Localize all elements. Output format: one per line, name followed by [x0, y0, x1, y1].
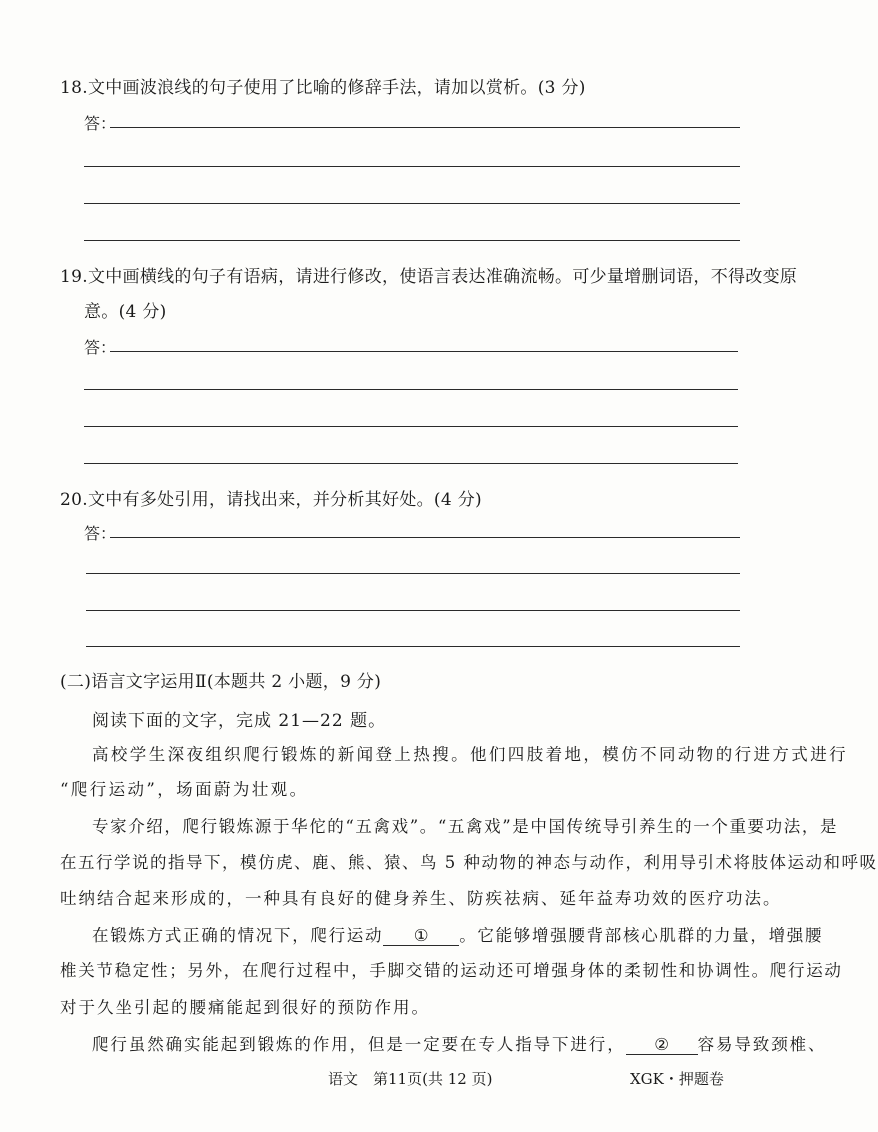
answer-label: 答：	[84, 114, 117, 133]
passage-text: 。它能够增强腰背部核心肌群的力量，增强腰	[459, 926, 824, 945]
passage-line: 吐纳结合起来形成的，一种具有良好的健身养生、防疾祛病、延年益寿功效的医疗功法。	[60, 889, 782, 908]
answer-line[interactable]	[86, 573, 740, 574]
passage-text: 爬行虽然确实能起到锻炼的作用，但是一定要在专人指导下进行，	[92, 1035, 626, 1054]
answer-label: 答：	[84, 524, 117, 543]
answer-line[interactable]	[84, 203, 740, 204]
passage-line-with-blank	[92, 1031, 826, 1055]
answer-line[interactable]	[110, 351, 738, 352]
passage-line: 对于久坐引起的腰痛能起到很好的预防作用。	[60, 998, 430, 1017]
passage-line: 专家介绍，爬行锻炼源于华佗的“五禽戏”。“五禽戏”是中国传统导引养生的一个重要功法，是	[92, 817, 839, 836]
question-19-continued: 意。(4 分)	[84, 302, 167, 322]
passage-line: 椎关节稳定性；另外，在爬行过程中，手脚交错的运动还可增强身体的柔韧性和协调性。爬行运动	[60, 961, 843, 980]
answer-line[interactable]	[86, 646, 740, 647]
passage-text: 容易导致颈椎、	[697, 1035, 827, 1054]
exam-label: XGK・押题卷	[630, 1070, 724, 1088]
page-number: 语文 第11页(共 12 页)	[328, 1070, 493, 1088]
answer-label: 答：	[84, 338, 117, 357]
question-number: 20.	[60, 490, 88, 510]
passage-text: 在锻炼方式正确的情况下，爬行运动	[92, 926, 384, 945]
question-number: 19.	[60, 267, 88, 287]
blank-2[interactable]: ②	[626, 1035, 698, 1055]
answer-line[interactable]	[84, 426, 738, 427]
passage-line: 高校学生深夜组织爬行锻炼的新闻登上热搜。他们四肢着地，模仿不同动物的行进方式进行	[92, 745, 848, 764]
answer-line[interactable]	[84, 389, 738, 390]
section-title: (二)语言文字运用Ⅱ(本题共 2 小题，9 分)	[60, 672, 382, 692]
answer-line[interactable]	[84, 463, 738, 464]
passage-line-with-blank	[92, 922, 823, 946]
answer-line[interactable]	[84, 166, 740, 167]
answer-line[interactable]	[110, 127, 740, 128]
question-19	[60, 262, 797, 287]
passage-line: 在五行学说的指导下，模仿虎、鹿、熊、猿、鸟 5 种动物的神态与动作，利用导引术将肢体运动和呼吸	[60, 853, 878, 872]
section-instruction: 阅读下面的文字，完成 21—22 题。	[92, 711, 387, 731]
blank-1[interactable]: ①	[383, 926, 459, 946]
question-number: 18.	[60, 78, 88, 98]
answer-line[interactable]	[84, 240, 740, 241]
question-text: 文中画横线的句子有语病，请进行修改，使语言表达准确流畅。可少量增删词语，不得改变原	[87, 267, 798, 287]
answer-line[interactable]	[110, 537, 740, 538]
question-18	[60, 73, 586, 98]
passage-line: “爬行运动”，场面蔚为壮观。	[60, 780, 309, 799]
question-text: 文中画波浪线的句子使用了比喻的修辞手法，请加以赏析。(3 分)	[87, 78, 586, 98]
question-20	[60, 485, 482, 510]
answer-line[interactable]	[86, 610, 740, 611]
question-text: 文中有多处引用，请找出来，并分析其好处。(4 分)	[87, 490, 482, 510]
